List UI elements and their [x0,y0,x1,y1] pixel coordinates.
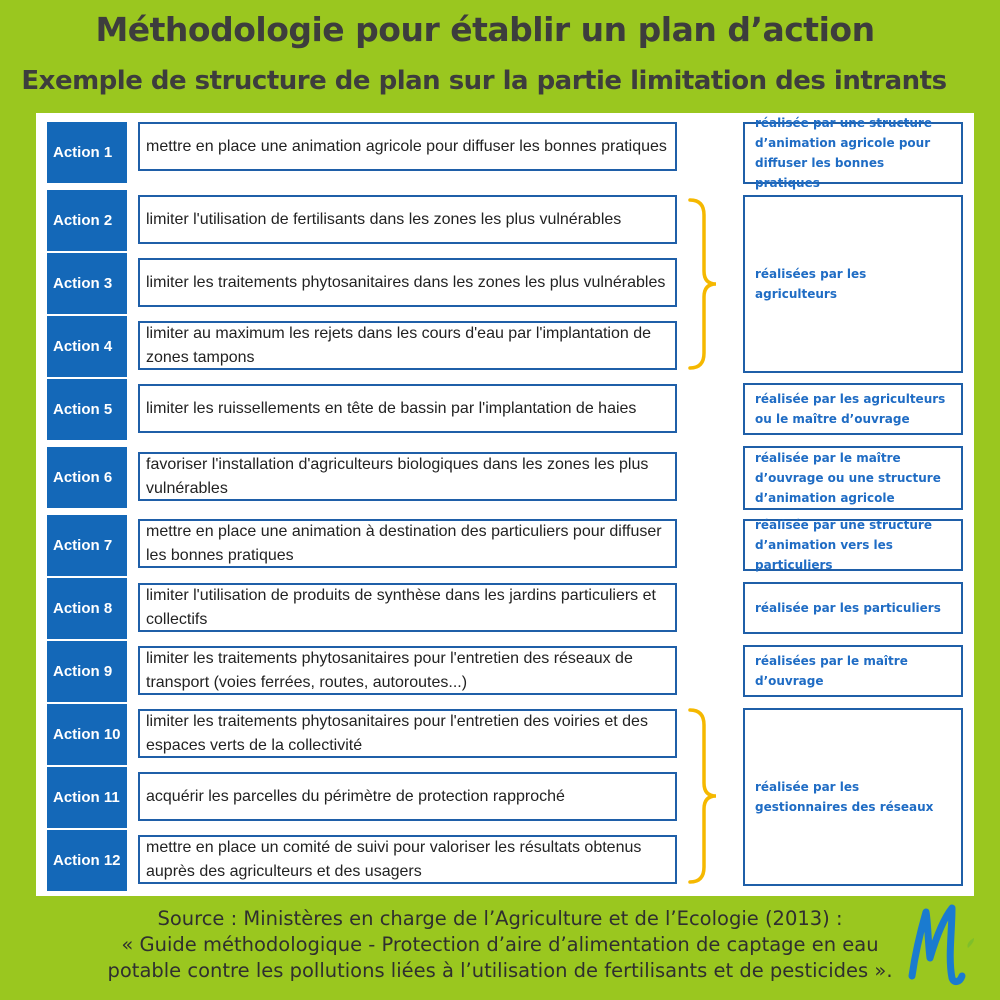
action-desc-7: mettre en place une animation à destination des particuliers pour diffuser les bonnes pratiques [138,519,677,568]
action-label-10: Action 10 [47,704,127,765]
responsible-box-3: réalisée par les agriculteurs ou le maître d’ouvrage [743,383,963,435]
brace-actions-2-4 [682,197,722,371]
action-desc-2: limiter l'utilisation de fertilisants dans les zones les plus vulnérables [138,195,677,244]
action-label-1: Action 1 [47,122,127,183]
action-desc-3: limiter les traitements phytosanitaires dans les zones les plus vulnérables [138,258,677,307]
responsible-box-4: réalisée par le maître d’ouvrage ou une structure d’animation agricole [743,446,963,510]
action-label-3: Action 3 [47,253,127,314]
responsible-box-6: réalisée par les particuliers [743,582,963,634]
responsible-box-8: réalisée par les gestionnaires des réseaux [743,708,963,886]
action-label-8: Action 8 [47,578,127,639]
responsible-box-1: réalisée par une structure d’animation agricole pour diffuser les bonnes pratiques [743,122,963,184]
action-desc-8: limiter l'utilisation de produits de synthèse dans les jardins particuliers et collectifs [138,583,677,632]
action-label-11: Action 11 [47,767,127,828]
page-title: Méthodologie pour établir un plan d’action [95,10,875,49]
responsible-box-7: réalisées par le maître d’ouvrage [743,645,963,697]
action-desc-1: mettre en place une animation agricole pour diffuser les bonnes pratiques [138,122,677,171]
page-subtitle: Exemple de structure de plan sur la partie limitation des intrants [21,66,947,96]
action-desc-9: limiter les traitements phytosanitaires pour l'entretien des réseaux de transport (voies ferrées, routes, autoroutes...) [138,646,677,695]
source-citation [0,906,1000,984]
action-desc-12: mettre en place un comité de suivi pour valoriser les résultats obtenus auprès des agriculteurs et des usagers [138,835,677,884]
action-desc-4: limiter au maximum les rejets dans les cours d'eau par l'implantation de zones tampons [138,321,677,370]
source-line-1: Source : Ministères en charge de l’Agriculture et de l’Ecologie (2013) : [157,907,843,930]
action-label-7: Action 7 [47,515,127,576]
action-plan-panel [36,113,974,896]
responsible-box-5: réalisée par une structure d’animation vers les particuliers [743,519,963,571]
action-desc-5: limiter les ruissellements en tête de bassin par l'implantation de haies [138,384,677,433]
source-line-2: « Guide méthodologique - Protection d’aire d’alimentation de captage en eau [121,933,879,956]
m-logo-icon [906,898,976,990]
action-desc-10: limiter les traitements phytosanitaires pour l'entretien des voiries et des espaces verts de la collectivité [138,709,677,758]
responsible-box-2: réalisées par les agriculteurs [743,195,963,373]
action-desc-11: acquérir les parcelles du périmètre de protection rapproché [138,772,677,821]
action-label-12: Action 12 [47,830,127,891]
action-label-9: Action 9 [47,641,127,702]
action-label-6: Action 6 [47,447,127,508]
action-label-2: Action 2 [47,190,127,251]
action-label-5: Action 5 [47,379,127,440]
brace-actions-10-12 [682,707,722,885]
source-line-3: potable contre les pollutions liées à l’utilisation de fertilisants et de pesticides ». [107,959,893,982]
action-label-4: Action 4 [47,316,127,377]
action-desc-6: favoriser l'installation d'agriculteurs biologiques dans les zones les plus vulnérables [138,452,677,501]
